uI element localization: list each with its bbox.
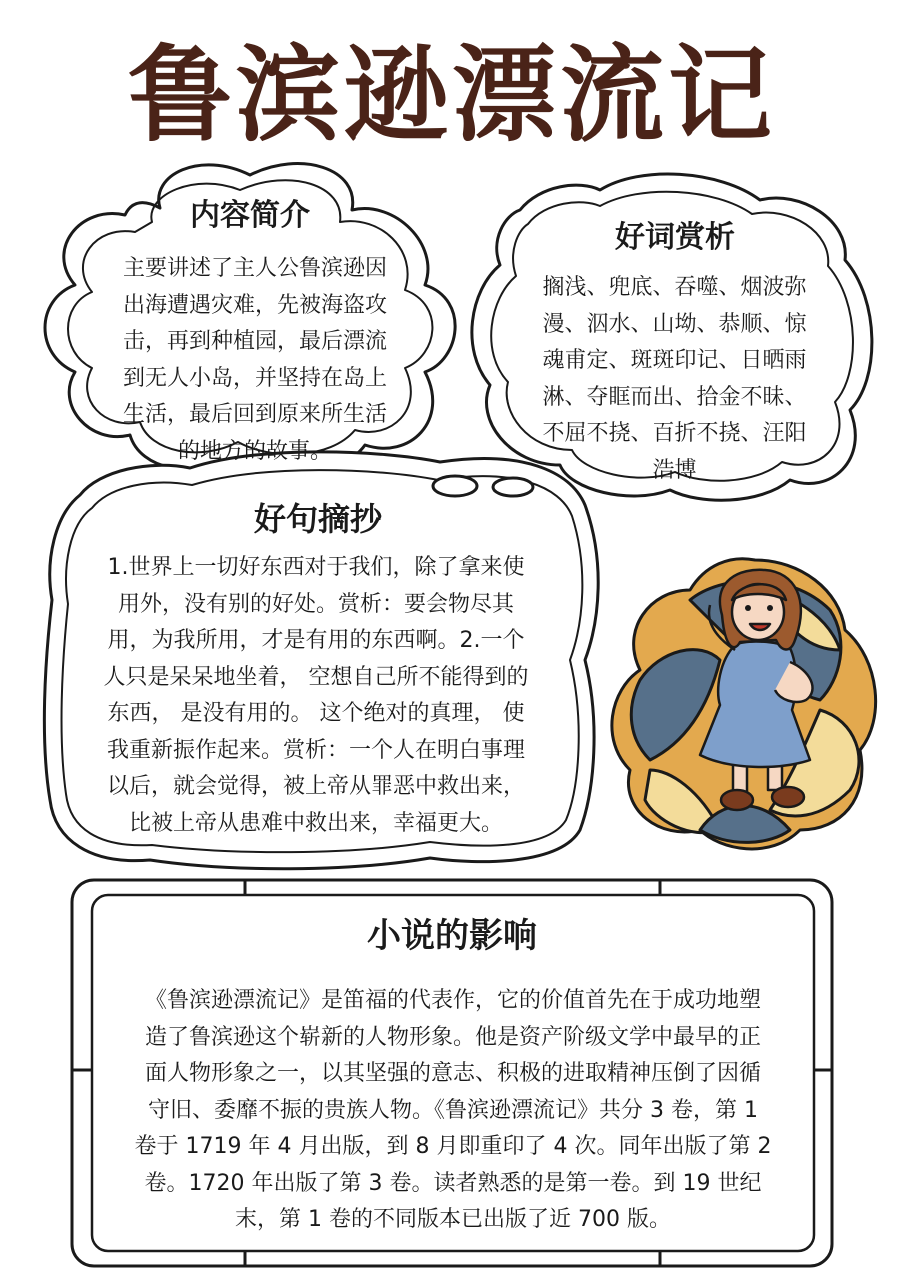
quotes-text bbox=[68, 550, 564, 842]
influence-text bbox=[100, 983, 806, 1239]
quotes-line: 比被上帝从患难中救出来，幸福更大。 bbox=[128, 810, 503, 836]
vocab-line: 魂甫定、斑斑印记、日晒雨 bbox=[542, 348, 807, 373]
vocab-line: 浩博 bbox=[652, 457, 697, 483]
summary-line: 到无人小岛，并坚持在岛上 bbox=[122, 365, 387, 391]
vocab-text bbox=[512, 270, 837, 489]
vocab-heading: 好词赏析 bbox=[615, 220, 735, 255]
vocab-line: 搁浅、兜底、吞噬、烟波弥 bbox=[542, 275, 807, 300]
influence-line: 《鲁滨逊漂流记》是笛福的代表作，它的价值首先在于成功地塑 bbox=[144, 988, 761, 1013]
quotes-line: 用，为我所用，才是有用的东西啊。2.一个 bbox=[107, 628, 525, 653]
summary-line: 主要讲述了主人公鲁滨逊因 bbox=[122, 256, 387, 281]
influence-heading: 小说的影响 bbox=[367, 916, 537, 956]
influence-line: 卷于 1719 年 4 月出版，到 8 月即重印了 4 次。同年出版了第 2 bbox=[134, 1134, 772, 1159]
quotes-line: 以后，就会觉得，被上帝从罪恶中救出来， bbox=[106, 774, 525, 799]
quotes-line: 用外，没有别的好处。赏析：要会物尽其 bbox=[117, 591, 514, 617]
quotes-line: 我重新振作起来。赏析：一个人在明白事理 bbox=[106, 737, 525, 763]
influence-line: 造了鲁滨逊这个崭新的人物形象。他是资产阶级文学中最早的正 bbox=[144, 1024, 761, 1050]
summary-heading: 内容简介 bbox=[190, 198, 310, 233]
summary-line: 击，再到种植园，最后漂流 bbox=[122, 329, 387, 354]
summary-line: 生活，最后回到原来所生活 bbox=[122, 402, 387, 427]
vocab-line: 不屈不挠、百折不挠、汪阳 bbox=[542, 421, 807, 446]
quotes-line: 1.世界上一切好东西对于我们，除了拿来使 bbox=[107, 555, 525, 580]
vocab-line: 漫、泅水、山坳、恭顺、惊 bbox=[542, 311, 807, 337]
page-title: 鲁滨逊漂流记 bbox=[127, 34, 776, 156]
influence-line: 卷。1720 年出版了第 3 卷。读者熟悉的是第一卷。到 19 世纪 bbox=[144, 1170, 762, 1196]
quotes-line: 东西， 是没有用的。 这个绝对的真理， 使 bbox=[107, 701, 525, 726]
influence-line: 面人物形象之一，以其坚强的意志、积极的进取精神压倒了因循 bbox=[144, 1061, 761, 1086]
quotes-heading: 好句摘抄 bbox=[253, 500, 382, 538]
vocab-line: 淋、夺眶而出、拾金不昧、 bbox=[542, 384, 807, 410]
influence-line: 守旧、委靡不振的贵族人物。《鲁滨逊漂流记》共分 3 卷，第 1 bbox=[148, 1097, 758, 1123]
summary-line: 的地方的故事。 bbox=[177, 438, 332, 464]
summary-line: 出海遭遇灾难，先被海盗攻 bbox=[122, 292, 387, 318]
quotes-line: 人只是呆呆地坐着， 空想自己所不能得到的 bbox=[103, 664, 529, 690]
influence-line: 末，第 1 卷的不同版本已出版了近 700 版。 bbox=[235, 1207, 671, 1232]
summary-text bbox=[95, 251, 415, 470]
